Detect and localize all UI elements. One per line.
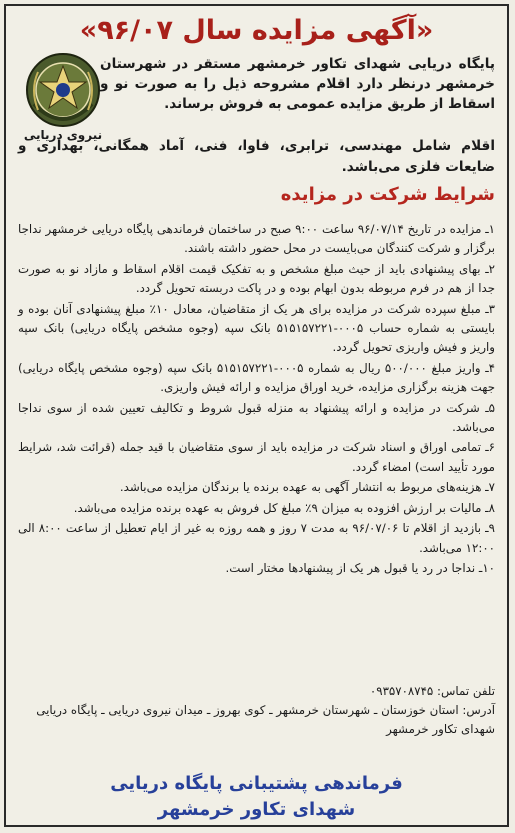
address: آدرس: استان خوزستان ـ شهرستان خرمشهر ـ کوی بهروز ـ میدان نیروی دریایی ـ پایگاه دریایی شهدای تکاور خرمشهر — [36, 703, 495, 736]
clause: ۲ـ بهای پیشنهادی باید از حیث مبلغ مشخص و به تفکیک قیمت اقلام اسقاط و مازاد نو به صورت جدا از هم در فرم مربوطه بدون ابهام بوده و در پاکت دربسته تحویل گردد. — [18, 261, 495, 296]
conditions-heading: شرایط شرکت در مزایده — [280, 184, 495, 205]
advertisement-frame — [4, 4, 509, 827]
clause: ۴ـ واریز مبلغ ۵۰۰/۰۰۰ ریال به شماره ۰۰۰۵-۵۱۵۱۵۷۲۲۱ بانک سپه (وجوه مشخص پایگاه دریایی) جهت هزینه برگزاری مزایده، خرید اوراق مزایده و ارائه فیش واریزی. — [18, 360, 496, 395]
items-paragraph: اقلام شامل مهندسی، ترابری، فاوا، فنی، آماد همگانی، بهداری و ضایعات فلزی می‌باشد. — [18, 138, 495, 175]
intro-paragraph: پایگاه دریایی شهدای تکاور خرمشهر مستقر در شهرستان خرمشهر درنظر دارد اقلام مشروحه ذیل را به صورت نو و اسقاط از طریق مزایده عمومی به فروش برساند. — [100, 56, 495, 112]
clause: ۸ـ مالیات بر ارزش افزوده به میزان ۹٪ مبلغ کل فروش به عهده برنده مزایده می‌باشد. — [73, 500, 495, 515]
clause: ۱ـ مزایده در تاریخ ۹۶/۰۷/۱۴ ساعت ۹:۰۰ صبح در ساختمان فرماندهی پایگاه دریایی خرمشهر نداجا برگزار و شرکت کنندگان می‌بایست در محل حضور داشته باشند. — [18, 222, 495, 256]
phone-number: تلفن تماس: ۰۹۳۵۷۰۸۷۴۵ — [369, 684, 495, 698]
clause: ۷ـ هزینه‌های مربوط به انتشار آگهی به عهده برنده یا برندگان مزایده می‌باشد. — [119, 480, 495, 495]
clause: ۳ـ مبلغ سپرده شرکت در مزایده برای هر یک از متقاضیان، معادل ۱۰٪ مبلغ پیشنهادی آنان بوده و بایستی به شماره حساب ۰۰۰۵-۵۱۵۱۵۷۲۲۱ بانک سپه (وجوه مشخص پایگاه دریایی) بانک سپه واریز و فیش واریزی تحویل گردد. — [18, 301, 496, 355]
footer-line-2: شهدای تکاور خرمشهر — [157, 799, 356, 820]
ad-title: «آگهی مزایده سال ۹۶/۰۷» — [79, 15, 434, 46]
clause: ۵ـ شرکت در مزایده و ارائه پیشنهاد به منزله قبول شروط و تکالیف تعیین شده از سوی نداجا می‌باشد. — [18, 400, 495, 435]
clause: ۹ـ بازدید از اقلام تا ۹۶/۰۷/۰۶ به مدت ۷ روز و همه روزه به غیر از ایام تعطیل از ساعت ۸:۰۰ الی ۱۲:۰۰ می‌باشد. — [18, 521, 495, 555]
clause: ۱۰ـ نداجا در رد یا قبول هر یک از پیشنهادها مختار است. — [225, 560, 495, 575]
emblem-label: نیروی دریایی — [23, 128, 103, 142]
conditions-list — [18, 220, 495, 579]
footer-line-1: فرماندهی پشتیبانی پایگاه دریایی — [110, 773, 403, 794]
navy-emblem-icon — [20, 48, 106, 136]
contact-block — [18, 682, 495, 739]
clause: ۶ـ تمامی اوراق و اسناد شرکت در مزایده باید از سوی متقاضیان با قید جمله (قرائت شد، شرایط مورد تأیید است) امضاء گردد. — [18, 440, 495, 474]
footer-signature — [26, 771, 487, 823]
